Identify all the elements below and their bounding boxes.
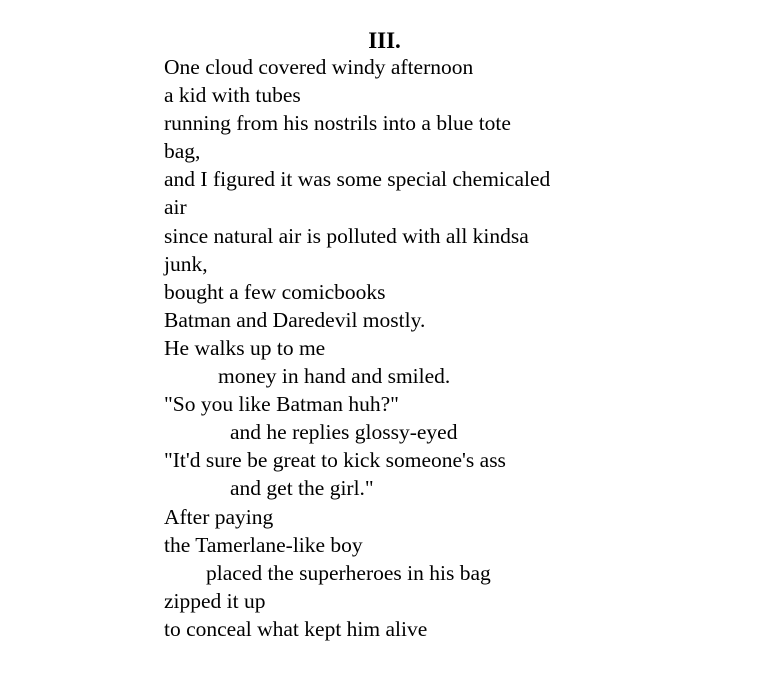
poem-line-indented: money in hand and smiled. (218, 364, 451, 389)
poem-line: since natural air is polluted with all kindsa (164, 223, 529, 248)
poem-line: Batman and Daredevil mostly. (164, 307, 426, 332)
poem-line: running from his nostrils into a blue tote (164, 111, 511, 136)
poem-line: After paying (164, 504, 274, 529)
poem-line: bought a few comicbooks (164, 279, 386, 304)
poem-body (164, 53, 724, 643)
poem-line: He walks up to me (164, 335, 326, 360)
poem-line: bag, (164, 139, 201, 164)
poem-line: "It'd sure be great to kick someone's ass (164, 448, 506, 473)
poem-line: to conceal what kept him alive (164, 616, 428, 641)
poem-line-indented: and he replies glossy-eyed (230, 420, 458, 445)
poem-line: junk, (164, 251, 208, 276)
poem-line: air (164, 195, 187, 220)
poem-line: zipped it up (164, 588, 266, 613)
poem-line: and I figured it was some special chemicaled (164, 167, 551, 192)
poem-line: "So you like Batman huh?" (164, 392, 399, 417)
poem-title: III. (368, 28, 401, 53)
poem-line: One cloud covered windy afternoon (164, 55, 474, 79)
poem-line: a kid with tubes (164, 83, 301, 108)
poem-line-indented: and get the girl." (230, 476, 374, 501)
poem-line: the Tamerlane-like boy (164, 532, 363, 557)
poem-line-indented: placed the superheroes in his bag (206, 560, 491, 585)
